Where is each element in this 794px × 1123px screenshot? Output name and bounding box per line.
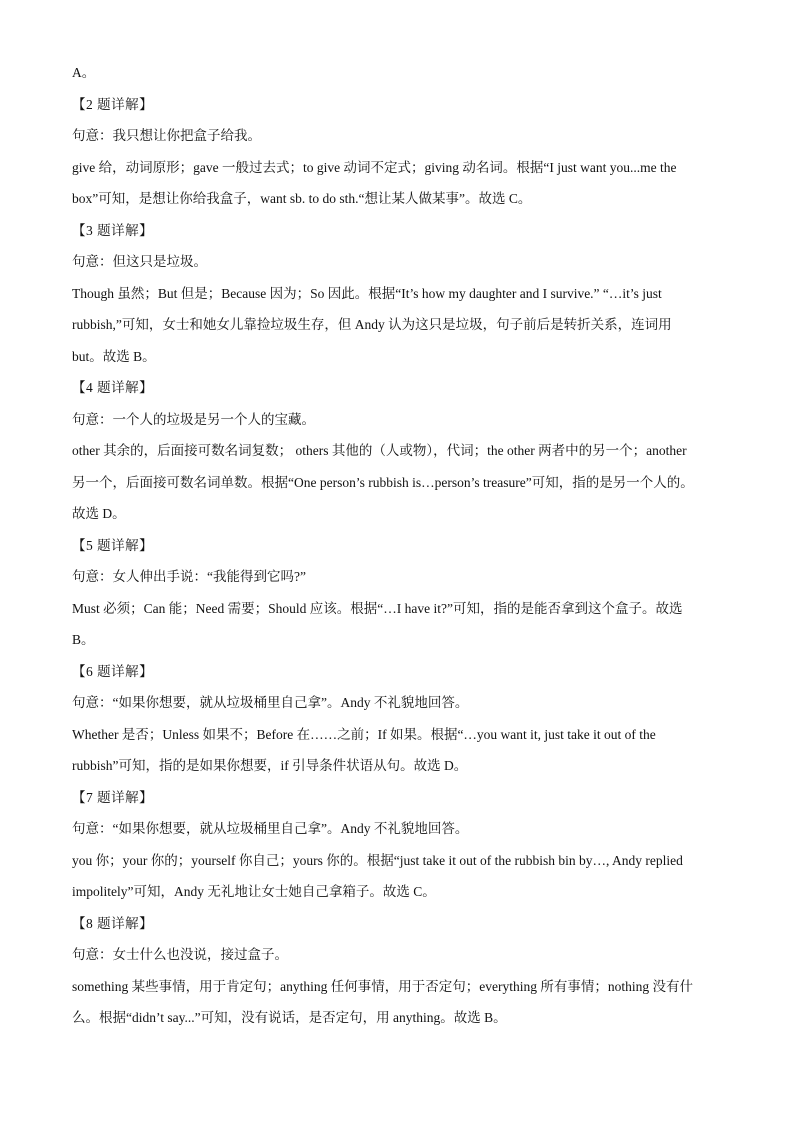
- paragraph: [72, 283, 722, 337]
- paragraph: [72, 850, 722, 904]
- section-heading: 【6 题详解】: [72, 663, 154, 679]
- paragraph-line: rubbish,”可知，女士和她女儿靠捡垃圾生存，但 Andy 认为这只是垃圾，句子前后是转折关系，连词用: [72, 317, 672, 332]
- section-heading: 【8 题详解】: [72, 915, 154, 931]
- paragraph-line: 句意：但这只是垃圾。: [72, 254, 207, 269]
- paragraph-line: other 其余的，后面接可数名词复数； others 其他的（人或物），代词；the other 两者中的另一个；another: [72, 443, 687, 458]
- section-heading: 【2 题详解】: [72, 96, 154, 112]
- paragraph-line: impolitely”可知，Andy 无礼地让女士她自己拿箱子。故选 C。: [72, 884, 436, 899]
- paragraph-line: Whether 是否；Unless 如果不；Before 在……之前；If 如果。根据“…you want it, just take it out of the: [72, 726, 656, 742]
- document-page: [72, 62, 722, 1039]
- paragraph-line: Must 必须；Can 能；Need 需要；Should 应该。根据“…I have it?”可知，指的是能否拿到这个盒子。故选: [72, 600, 683, 616]
- paragraph-line: something 某些事情，用于肯定句；anything 任何事情，用于否定句；everything 所有事情；nothing 没有什: [72, 978, 693, 994]
- paragraph-line: B。: [72, 632, 95, 647]
- paragraph-line: Though 虽然；But 但是；Because 因为；So 因此。根据“It’s how my daughter and I survive.” “…it’s just: [72, 285, 662, 301]
- paragraph-line: you 你；your 你的；yourself 你自己；yours 你的。根据“just take it out of the rubbish bin by…, Andy replied: [72, 852, 683, 868]
- paragraph-line: but。故选 B。: [72, 348, 156, 364]
- paragraph-line: 句意：女士什么也没说，接过盒子。: [72, 947, 288, 962]
- section-heading: 【7 题详解】: [72, 789, 154, 805]
- paragraph-line: 句意：我只想让你把盒子给我。: [72, 128, 261, 143]
- paragraph-line: give 给，动词原形；gave 一般过去式；to give 动词不定式；giving 动名词。根据“I just want you...me the: [72, 159, 677, 175]
- paragraph-line: 句意：“如果你想要，就从垃圾桶里自己拿”。Andy 不礼貌地回答。: [72, 695, 469, 710]
- paragraph-line: A。: [72, 65, 96, 80]
- section-heading: 【4 题详解】: [72, 380, 154, 395]
- paragraph: [72, 157, 722, 211]
- paragraph-line: rubbish”可知，指的是如果你想要，if 引导条件状语从句。故选 D。: [72, 758, 468, 773]
- paragraph-line: 句意：一个人的垃圾是另一个人的宝藏。: [72, 411, 315, 427]
- section-heading: 【5 题详解】: [72, 537, 154, 553]
- paragraph-line: 另一个，后面接可数名词单数。根据“One person’s rubbish is…person’s treasure”可知，指的是另一个人的。: [72, 474, 694, 490]
- paragraph-line: 么。根据“didn’t say...”可知，没有说话，是否定句，用 anything。故选 B。: [72, 1010, 507, 1025]
- paragraph-line: box”可知，是想让你给我盒子，want sb. to do sth.“想让某人做某事”。故选 C。: [72, 191, 532, 206]
- paragraph: [72, 976, 722, 1030]
- paragraph-line: 故选 D。: [72, 506, 126, 521]
- paragraph-line: 句意：女人伸出手说：“我能得到它吗?”: [72, 569, 306, 584]
- paragraph: [72, 724, 722, 778]
- paragraph: [72, 440, 722, 494]
- paragraph-line: 句意：“如果你想要，就从垃圾桶里自己拿”。Andy 不礼貌地回答。: [72, 821, 469, 836]
- section-heading: 【3 题详解】: [72, 222, 154, 238]
